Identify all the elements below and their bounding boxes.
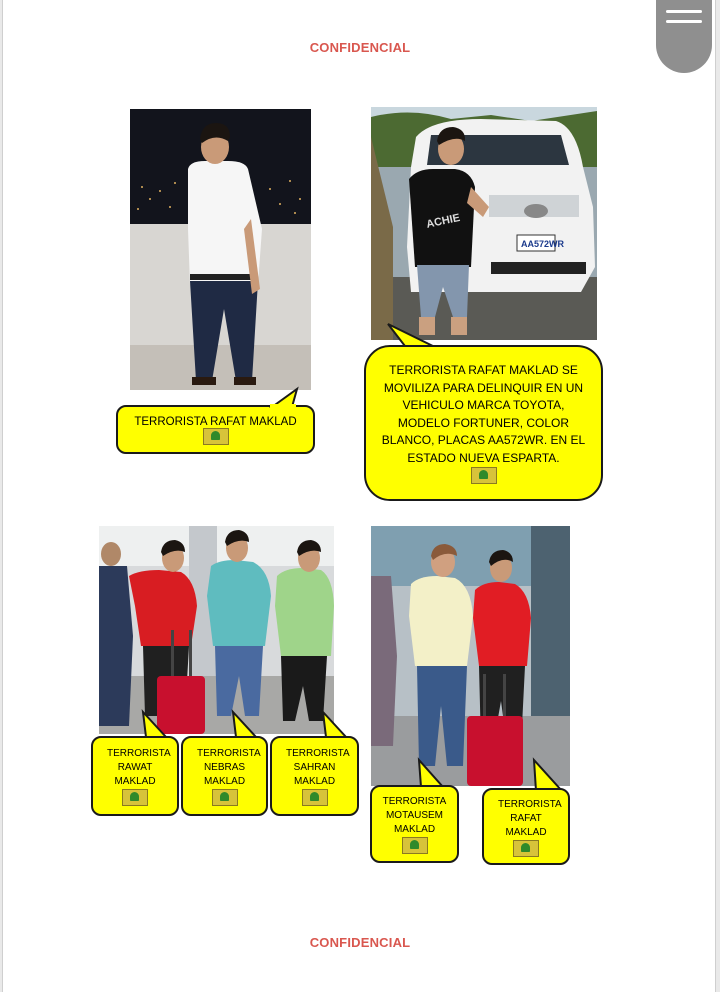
- callout-tail: [228, 710, 258, 738]
- photo-rafat-white-shirt: [130, 109, 311, 390]
- callout-tail: [415, 758, 445, 788]
- menu-icon: [666, 10, 702, 13]
- header-confidential-label: CONFIDENCIAL: [309, 40, 411, 55]
- callout-tail: [138, 710, 168, 738]
- callout-nebras-maklad: [181, 736, 268, 816]
- callout-motausem-maklad: [370, 785, 459, 863]
- callout-tail: [270, 388, 300, 408]
- license-plate: AA572WR: [521, 239, 565, 249]
- callout-label: TERRORISTA SAHRAN MAKLAD: [286, 748, 350, 787]
- footer-confidential-label: CONFIDENCIAL: [309, 935, 411, 950]
- emblem-icon: [302, 789, 328, 806]
- photo-motausem-rafat-airport: [371, 526, 570, 786]
- menu-button[interactable]: [656, 0, 712, 73]
- callout-label: TERRORISTA NEBRAS MAKLAD: [197, 748, 261, 787]
- emblem-icon: [402, 837, 428, 854]
- callout-tail: [530, 758, 564, 792]
- callout-rawat-maklad: [91, 736, 179, 816]
- emblem-icon: [212, 789, 238, 806]
- callout-label: TERRORISTA RAFAT MAKLAD SE MOVILIZA PARA DELINQUIR EN UN VEHICULO MARCA TOYOTA, MODELO FORTUNER, COLOR BLANCO, PLACAS AA572WR. EN EL ESTADO NUEVA ESPARTA.: [381, 363, 586, 465]
- emblem-icon: [203, 428, 229, 445]
- callout-rafat-maklad-2: [482, 788, 570, 865]
- callout-label: TERRORISTA RAFAT MAKLAD: [134, 416, 297, 428]
- callout-tail: [318, 710, 348, 738]
- document-page: [2, 0, 716, 992]
- callout-rafat-maklad: [116, 405, 315, 454]
- callout-label: TERRORISTA RAFAT MAKLAD: [498, 799, 562, 838]
- emblem-icon: [122, 789, 148, 806]
- emblem-icon: [471, 467, 497, 484]
- callout-sahran-maklad: [270, 736, 359, 816]
- svg-text:ACHIE: ACHIE: [425, 211, 462, 231]
- emblem-icon: [513, 840, 539, 857]
- callout-label: TERRORISTA MOTAUSEM MAKLAD: [382, 796, 447, 835]
- photo-rafat-toyota: [371, 107, 597, 340]
- callout-rafat-vehicle: [364, 345, 603, 501]
- photo-three-brothers: [99, 526, 334, 734]
- callout-label: TERRORISTA RAWAT MAKLAD: [107, 748, 171, 787]
